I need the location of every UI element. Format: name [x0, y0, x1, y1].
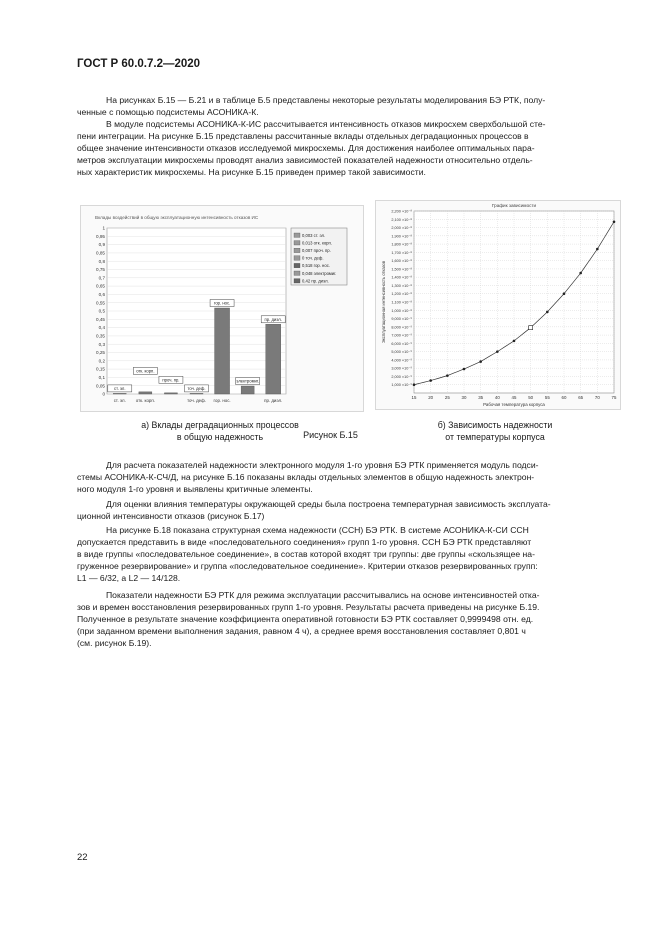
chart-b-ytick: 5,000 ×10⁻⁹: [391, 350, 412, 355]
chart-a-legend-swatch: [294, 279, 300, 283]
text-line: ного модуля 1-го уровня и выявлены критичные элементы.: [77, 484, 313, 495]
chart-a-xtick: точ. деф.: [187, 398, 206, 403]
text-line: На рисунке Б.18 показана структурная схема надежности (ССН) БЭ РТК. В системе АСОНИКА-К-СИ ССН: [106, 525, 529, 535]
paragraph-ssn: [77, 524, 597, 584]
chart-b-point: [546, 311, 549, 314]
bar-chart-contributions: [81, 206, 363, 411]
text-line: Полученное в результате значение коэффициента оперативной готовности БЭ РТК составляет 0,9999498 отн. ед.: [77, 614, 534, 625]
line-chart-temperature: [376, 201, 620, 409]
chart-a-ytick: 0,95: [96, 233, 105, 239]
text-line: в виде группы «последовательное соединение», в состав которой входят три группы: две группы «скользящее на-: [77, 549, 535, 560]
chart-b-point: [413, 383, 416, 386]
chart-a-ytick: 0,5: [98, 308, 105, 314]
chart-b-xtick: 20: [428, 395, 434, 400]
chart-a-ytick: 0,75: [96, 267, 105, 273]
chart-b-ytick: 9,000 ×10⁻⁹: [391, 317, 412, 322]
chart-a-ytick: 0,3: [98, 341, 105, 347]
chart-a-ytick: 0,4: [98, 325, 105, 331]
chart-b-point: [613, 220, 616, 223]
text-line: В модуле подсистемы АСОНИКА-К-ИС рассчитывается интенсивность отказов микросхем сверхбольшой сте-: [106, 119, 546, 129]
chart-b-point: [513, 340, 516, 343]
chart-a-legend-entry: 0,42 пр. диэл.: [302, 278, 329, 284]
chart-a-legend-entry: 0,003 ст. эл.: [302, 232, 326, 238]
chart-a-bar-label: гор. нос.: [213, 300, 231, 306]
chart-b-point: [446, 374, 449, 377]
paragraph-temperature: [77, 498, 597, 522]
chart-a-bar-label: ст. эл.: [114, 386, 126, 391]
chart-b-xtick: 55: [544, 395, 550, 400]
text-line: На рисунках Б.15 — Б.21 и в таблице Б.5 представлены некоторые результаты моделирования БЭ РТК, полу-: [106, 95, 546, 105]
chart-b-point: [463, 368, 466, 371]
chart-b-xtick: 15: [411, 395, 417, 400]
chart-b-highlight-point: [529, 326, 533, 330]
chart-b-xtick: 65: [578, 395, 584, 400]
chart-a-ytick: 0,25: [96, 350, 105, 356]
chart-b-ytick: 3,000 ×10⁻⁹: [391, 366, 412, 371]
chart-b-ytick: 1,700 ×10⁻⁸: [391, 250, 412, 255]
chart-a-bar: [215, 308, 230, 394]
chart-b-xtick: 45: [511, 395, 517, 400]
chart-a-legend-entry: 0,048 электромиг.: [302, 270, 337, 276]
chart-a-ytick: 0,65: [96, 283, 105, 289]
chart-a-ytick: 0,9: [98, 242, 105, 248]
chart-b-ytick: 2,000 ×10⁻⁹: [391, 374, 412, 379]
chart-a-legend-swatch: [294, 248, 300, 252]
text-line: (см. рисунок Б.19).: [77, 638, 152, 649]
chart-a-legend-entry: 0,007 проч. пр.: [302, 248, 331, 253]
text-line: ных характеристик микросхемы. На рисунке Б.15 приведен пример такой зависимости.: [77, 167, 426, 178]
chart-a-bar: [190, 393, 203, 394]
paragraph-intro: [77, 94, 597, 118]
text-line: (при заданном времени выполнения задания, равном 4 ч), а среднее время восстановления составляет 0,801 ч: [77, 626, 526, 637]
text-line: Показатели надежности БЭ РТК для режима эксплуатации рассчитывались на основе интенсивностей отка-: [106, 590, 540, 600]
chart-a-ytick: 0,1: [98, 375, 105, 380]
chart-b-point: [563, 292, 566, 295]
chart-b-ytick: 1,800 ×10⁻⁸: [391, 242, 412, 247]
text-line: стемы АСОНИКА-К-СЧ/Д, на рисунке Б.16 показаны вклады отдельных элементов в общую надежность электрон-: [77, 472, 535, 483]
caption-line: в общую надежность: [176, 432, 264, 442]
chart-a-ytick: 0,85: [96, 250, 105, 256]
chart-a-bar-label: отк. корп.: [136, 368, 155, 374]
chart-b-ytick: 2,100 ×10⁻⁸: [391, 217, 412, 222]
chart-b-ytick: 4,000 ×10⁻⁹: [391, 358, 412, 363]
chart-a-ytick: 0,15: [96, 366, 105, 372]
chart-b-ytick: 7,000 ×10⁻⁹: [391, 333, 412, 338]
text-line: груженное резервирование» и группа «последовательное соединение». Критерии отказов резервированных групп:: [77, 561, 538, 572]
chart-b-xtick: 30: [461, 395, 467, 400]
paragraph-asonika-k-sch: [77, 459, 597, 495]
text-line: ционной интенсивности отказов (рисунок Б.17): [77, 511, 265, 522]
text-line: L1 — 6/32, а L2 — 14/128.: [77, 573, 181, 584]
chart-a-title: Вклады воздействий в общую эксплуатационную интенсивность отказов ИС: [95, 215, 259, 220]
chart-b-xtick: 75: [611, 395, 617, 400]
chart-b-title: График зависимости: [491, 203, 537, 208]
chart-a-ytick: 0,05: [96, 383, 105, 389]
chart-b-ytick: 1,200 ×10⁻⁸: [391, 292, 412, 297]
chart-b-xlabel: Рабочая температура корпуса: [483, 402, 545, 407]
document-header: ГОСТ Р 60.0.7.2—2020: [77, 58, 201, 70]
caption-line: от температуры корпуса: [445, 432, 545, 442]
figure-a-panel: [80, 205, 364, 412]
chart-b-ytick: 1,000 ×10⁻⁹: [391, 383, 412, 388]
caption-line: а) Вклады деградационных процессов: [141, 420, 299, 430]
chart-a-ytick: 0: [102, 391, 105, 397]
chart-b-ytick: 1,900 ×10⁻⁸: [391, 234, 412, 239]
text-line: Для оценки влияния температуры окружающей среды была построена температурная зависимость эксплуата-: [106, 499, 551, 509]
chart-b-ytick: 1,100 ×10⁻⁸: [391, 300, 412, 305]
chart-b-ytick: 1,400 ×10⁻⁸: [391, 275, 412, 280]
chart-a-bar-label: проч. пр.: [162, 377, 180, 383]
chart-a-legend-swatch: [294, 233, 300, 237]
paragraph-results: [77, 589, 597, 649]
chart-a-xtick: пр. диэл.: [264, 398, 283, 403]
chart-a-legend-entry: 0,518 гор. нос.: [302, 263, 330, 269]
chart-a-legend-swatch: [294, 256, 300, 260]
chart-a-bar-label: пр. диэл.: [264, 316, 282, 322]
chart-a-ytick: 0,7: [98, 275, 105, 281]
chart-b-xtick: 70: [594, 395, 600, 400]
chart-b-ytick: 1,500 ×10⁻⁸: [391, 267, 412, 272]
paragraph-asonika-k-is: [77, 118, 597, 178]
chart-b-ytick: 1,000 ×10⁻⁸: [391, 308, 412, 313]
chart-b-point: [579, 272, 582, 275]
chart-b-ytick: 8,000 ×10⁻⁹: [391, 325, 412, 330]
page-number: 22: [77, 852, 88, 863]
chart-a-legend-entry: 0,013 отк. корп.: [302, 240, 332, 246]
chart-a-xtick: ст. эл.: [113, 398, 126, 403]
chart-a-bar-label: точ. деф.: [187, 386, 206, 391]
chart-b-ytick: 6,000 ×10⁻⁹: [391, 341, 412, 346]
chart-a-legend-swatch: [294, 241, 300, 245]
figure-b-panel: [375, 200, 621, 410]
chart-b-ytick: 1,600 ×10⁻⁸: [391, 259, 412, 264]
chart-a-bar: [266, 324, 281, 394]
chart-a-legend-swatch: [294, 263, 300, 267]
chart-a-ytick: 0,45: [96, 316, 105, 322]
chart-b-xtick: 50: [528, 395, 534, 400]
chart-b-point: [496, 350, 499, 353]
chart-a-ytick: 0,2: [98, 358, 105, 364]
chart-a-legend-entry: 0 точ. деф.: [302, 255, 324, 261]
figure-title: Рисунок Б.15: [303, 430, 358, 440]
text-line: общее значение интенсивности отказов исследуемой микросхемы. Для достижения наиболее оптимальных пара-: [77, 143, 535, 154]
text-line: допускается представить в виде «последовательного соединения» групп 1-го уровня. ССН БЭ РТК представляют: [77, 537, 532, 548]
text-line: пени интеграции. На рисунке Б.15 представлены рассчитанные вклады отдельных деградационных процессов в: [77, 131, 529, 142]
chart-b-xtick: 40: [494, 395, 500, 400]
chart-a-bar: [113, 393, 126, 394]
chart-b-point: [479, 360, 482, 363]
chart-a-ytick: 1: [102, 225, 105, 231]
chart-b-xtick: 25: [444, 395, 450, 400]
chart-a-bar-label: электромиг.: [236, 378, 259, 384]
chart-b-point: [429, 379, 432, 382]
chart-a-ytick: 0,35: [96, 333, 105, 339]
chart-b-ylabel: Эксплуатационная интенсивность отказов: [381, 260, 386, 344]
text-line: Для расчета показателей надежности электронного модуля 1-го уровня БЭ РТК применяется модуль подси-: [106, 460, 539, 470]
chart-a-ytick: 0,55: [96, 300, 105, 306]
chart-b-ytick: 2,200 ×10⁻⁸: [391, 209, 412, 214]
text-line: метров эксплуатации микросхемы проводят анализ зависимостей показателей надежности относительно отдель-: [77, 155, 533, 166]
chart-b-xtick: 60: [561, 395, 567, 400]
chart-a-bar: [139, 392, 152, 394]
chart-a-ytick: 0,8: [98, 258, 105, 264]
chart-a-bar: [164, 393, 177, 394]
chart-b-ytick: 2,000 ×10⁻⁸: [391, 226, 412, 231]
chart-b-xtick: 35: [478, 395, 484, 400]
caption-line: б) Зависимость надежности: [437, 420, 553, 430]
chart-a-ytick: 0,6: [98, 292, 105, 297]
chart-a-legend-swatch: [294, 271, 300, 275]
chart-b-point: [596, 248, 599, 251]
text-line: зов и времен восстановления резервированных групп 1-го уровня. Результаты расчета приведены на рисунке Б.19.: [77, 602, 540, 613]
chart-a-bar: [241, 386, 254, 394]
chart-a-xtick: гор. нос.: [213, 398, 231, 403]
chart-a-xtick: отк. корп.: [135, 398, 155, 403]
chart-b-ytick: 1,300 ×10⁻⁸: [391, 283, 412, 288]
text-line: ченные с помощью подсистемы АСОНИКА-К.: [77, 107, 259, 118]
